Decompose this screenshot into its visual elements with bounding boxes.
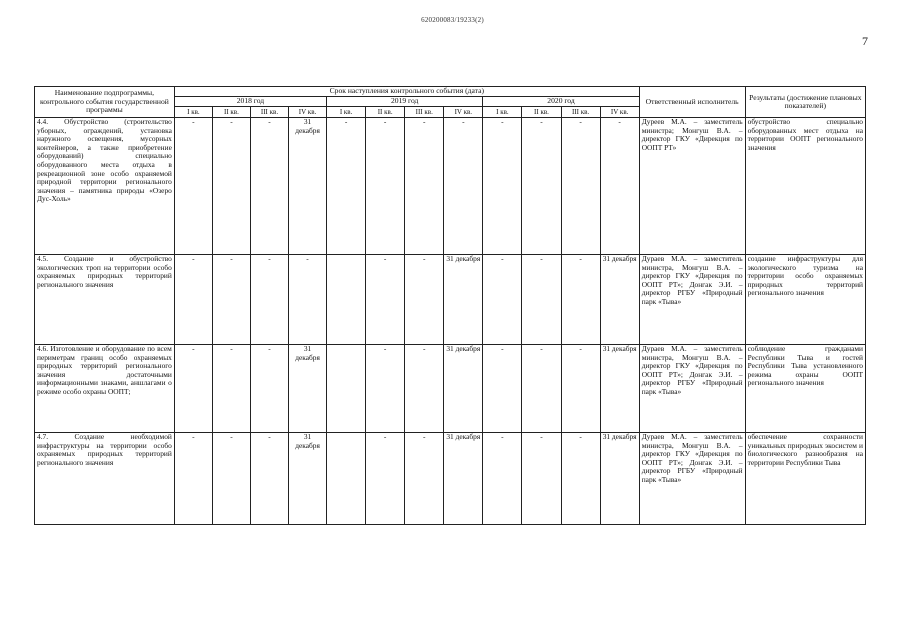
quarter-cell: - <box>522 255 561 345</box>
table-row <box>35 255 866 345</box>
quarter-cell: - <box>174 255 212 345</box>
quarter-cell: 31 декабря <box>289 118 327 255</box>
quarter-cell: - <box>366 118 405 255</box>
quarter-cell: - <box>405 433 444 525</box>
quarter-cell: - <box>522 433 561 525</box>
quarter-cell: - <box>483 345 522 433</box>
quarter-cell: - <box>212 433 250 525</box>
responsible-executor: Дураев М.А. – заместитель министра, Монгуш В.А. – директор ГКУ «Дирекция по ООПТ РТ»; Донгак Э.И. – директор РГБУ «Природный парк «Тыва» <box>639 255 745 345</box>
header-quarter: I кв. <box>327 107 366 118</box>
quarter-cell: - <box>483 118 522 255</box>
header-quarter: II кв. <box>212 107 250 118</box>
quarter-cell: 31 декабря <box>600 345 639 433</box>
header-deadline: Срок наступления контрольного события (дата) <box>174 87 639 97</box>
header-responsible: Ответственный исполнитель <box>639 87 745 118</box>
quarter-cell: - <box>561 255 600 345</box>
quarter-cell: - <box>561 345 600 433</box>
quarter-cell: 31 декабря <box>444 255 483 345</box>
header-results: Результаты (достижение плановых показателей) <box>745 87 865 118</box>
quarter-cell <box>327 345 366 433</box>
quarter-cell: - <box>212 255 250 345</box>
header-quarter: II кв. <box>522 107 561 118</box>
event-name: 4.6. Изготовление и оборудование по всем периметрам границ особо охраняемых природных территорий регионального значения достаточными информационными знаками, аншлагами о режиме особо охраны ООПТ; <box>35 345 175 433</box>
quarter-cell: 31 декабря <box>289 345 327 433</box>
quarter-cell: - <box>250 255 288 345</box>
table-body <box>35 118 866 525</box>
quarter-cell: 31 декабря <box>600 433 639 525</box>
quarter-cell: 31 декабря <box>444 345 483 433</box>
page-number: 7 <box>862 34 868 48</box>
header-quarter: III кв. <box>561 107 600 118</box>
quarter-cell: - <box>561 118 600 255</box>
quarter-cell: - <box>289 255 327 345</box>
header-quarter: IV кв. <box>600 107 639 118</box>
event-name: 4.5. Создание и обустройство экологических троп на территории особо охраняемых природных территорий регионального значения <box>35 255 175 345</box>
quarter-cell: - <box>483 255 522 345</box>
quarter-cell: - <box>212 118 250 255</box>
quarter-cell: - <box>483 433 522 525</box>
document-id: 620200083/19233(2) <box>421 16 484 24</box>
quarter-cell: - <box>522 345 561 433</box>
quarter-cell: - <box>174 433 212 525</box>
quarter-cell: - <box>250 345 288 433</box>
quarter-cell: - <box>405 345 444 433</box>
header-quarter: III кв. <box>250 107 288 118</box>
quarter-cell: - <box>250 433 288 525</box>
header-year-2020: 2020 год <box>483 97 639 107</box>
header-quarter: IV кв. <box>444 107 483 118</box>
quarter-cell: - <box>174 345 212 433</box>
table-row <box>35 118 866 255</box>
event-name: 4.7. Создание необходимой инфраструктуры на территории особо охраняемых природных территорий регионального значения <box>35 433 175 525</box>
quarter-cell <box>327 255 366 345</box>
responsible-executor: Дураев М.А. – заместитель министра, Монгуш В.А. – директор ГКУ «Дирекция по ООПТ РТ»; Донгак Э.И. – директор РГБУ «Природный парк «Тыва» <box>639 345 745 433</box>
header-quarter: II кв. <box>366 107 405 118</box>
header-quarter: III кв. <box>405 107 444 118</box>
quarter-cell: - <box>212 345 250 433</box>
quarter-cell: 31 декабря <box>444 433 483 525</box>
responsible-executor: Дураев М.А. – заместитель министра, Монгуш В.А. – директор ГКУ «Дирекция по ООПТ РТ»; Донгак Э.И. – директор РГБУ «Природный парк «Тыва» <box>639 433 745 525</box>
quarter-cell: - <box>250 118 288 255</box>
header-name: Наименование подпрограммы, контрольного события государственной программы <box>35 87 175 118</box>
expected-result: создание инфраструктуры для экологического туризма на территории особо охраняемых природных территорий регионального значения <box>745 255 865 345</box>
quarter-cell: - <box>366 255 405 345</box>
table-row <box>35 345 866 433</box>
responsible-executor: Дуреев М.А. – заместитель министра; Монгуш В.А. – директор ГКУ «Дирекция по ООПТ РТ» <box>639 118 745 255</box>
quarter-cell: - <box>444 118 483 255</box>
table-row <box>35 433 866 525</box>
quarter-cell: 31 декабря <box>289 433 327 525</box>
expected-result: обустройство специально оборудованных мест отдыха на территории ООПТ регионального значения <box>745 118 865 255</box>
quarter-cell: - <box>366 433 405 525</box>
quarter-cell <box>327 433 366 525</box>
header-quarter: I кв. <box>174 107 212 118</box>
quarter-cell: - <box>174 118 212 255</box>
header-year-2018: 2018 год <box>174 97 326 107</box>
quarter-cell: - <box>600 118 639 255</box>
quarter-cell: - <box>327 118 366 255</box>
expected-result: обеспечение сохранности уникальных природных экосистем и биологического разнообразия на территории Республики Тыва <box>745 433 865 525</box>
expected-result: соблюдение гражданами Республики Тыва и гостей Республики Тыва установленного режима охраны ООПТ регионального значения <box>745 345 865 433</box>
quarter-cell: - <box>405 118 444 255</box>
quarter-cell: - <box>561 433 600 525</box>
header-quarter: IV кв. <box>289 107 327 118</box>
quarter-cell: - <box>522 118 561 255</box>
quarter-cell: - <box>405 255 444 345</box>
event-name: 4.4. Обустройство (строительство уборных, ограждений, установка наружного освещения, мусорных контейнеров, а также приобретение оборудований) специально оборудованного места отдыха в рекреационной зоне особо охраняемой природной территории регионального значения – памятника природы «Озеро Дус-Холь» <box>35 118 175 255</box>
control-events-table <box>34 86 866 525</box>
header-year-2019: 2019 год <box>327 97 483 107</box>
quarter-cell: - <box>366 345 405 433</box>
quarter-cell: 31 декабря <box>600 255 639 345</box>
header-quarter: I кв. <box>483 107 522 118</box>
